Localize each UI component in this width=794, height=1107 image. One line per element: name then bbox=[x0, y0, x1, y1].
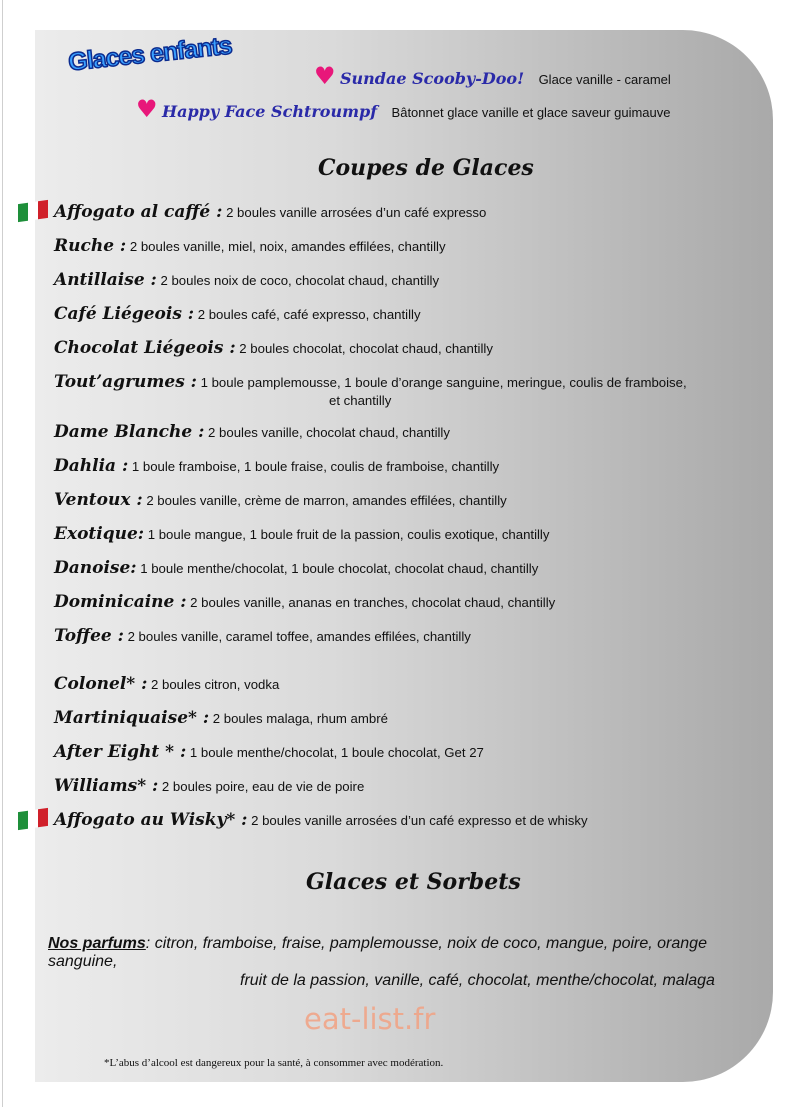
kid-item-scooby bbox=[314, 64, 671, 89]
coupes-title: Coupes de Glaces bbox=[318, 155, 534, 181]
menu-item-dame-blanche: Dame Blanche : 2 boules vanille, chocolat chaud, chantilly bbox=[54, 422, 450, 442]
kid-item-desc: Glace vanille - caramel bbox=[538, 72, 671, 87]
sorbets-title: Glaces et Sorbets bbox=[306, 869, 521, 895]
menu-item-ruche: Ruche : 2 boules vanille, miel, noix, amandes effilées, chantilly bbox=[54, 236, 446, 256]
menu-item-affogato-wisky: Affogato au Wisky* : 2 boules vanille arrosées d’un café expresso et de whisky bbox=[54, 810, 588, 830]
menu-item-chocolat-liegeois: Chocolat Liégeois : 2 boules chocolat, chocolat chaud, chantilly bbox=[54, 338, 493, 358]
menu-item-ventoux: Ventoux : 2 boules vanille, crème de marron, amandes effilées, chantilly bbox=[54, 490, 507, 510]
menu-item-williams: Williams* : 2 boules poire, eau de vie de poire bbox=[54, 776, 365, 796]
kids-title: Glaces enfants bbox=[66, 31, 233, 77]
heart-icon: ♥ bbox=[136, 95, 158, 123]
menu-item-cafe-liegeois: Café Liégeois : 2 boules café, café expresso, chantilly bbox=[54, 304, 421, 324]
parfums-text-line2: fruit de la passion, vanille, café, chocolat, menthe/chocolat, malaga bbox=[240, 972, 715, 989]
menu-item-antillaise: Antillaise : 2 boules noix de coco, chocolat chaud, chantilly bbox=[54, 270, 440, 290]
kid-item-schtroumpf bbox=[136, 97, 671, 122]
menu-item-toffee: Toffee : 2 boules vanille, caramel toffee, amandes effilées, chantilly bbox=[54, 626, 471, 646]
menu-item-tout-agrumes: Tout’agrumes : 1 boule pamplemousse, 1 boule d’orange sanguine, meringue, coulis de framboise, et chantilly bbox=[54, 372, 687, 408]
parfums-label: Nos parfums bbox=[48, 935, 146, 952]
menu-item-affogato-caffe: Affogato al caffé : 2 boules vanille arrosées d’un café expresso bbox=[54, 202, 487, 222]
menu-item-colonel: Colonel* : 2 boules citron, vodka bbox=[54, 674, 280, 694]
page-edge-line bbox=[2, 0, 3, 1107]
kid-item-desc: Bâtonnet glace vanille et glace saveur guimauve bbox=[391, 105, 671, 120]
menu-item-danoise: Danoise: 1 boule menthe/chocolat, 1 boule chocolat, chocolat chaud, chantilly bbox=[54, 558, 539, 578]
menu-item-after-eight: After Eight * : 1 boule menthe/chocolat, 1 boule chocolat, Get 27 bbox=[54, 742, 484, 762]
alcohol-footnote: *L’abus d’alcool est dangereux pour la santé, à consommer avec modération. bbox=[104, 1057, 444, 1069]
watermark: eat-list.fr bbox=[304, 1002, 436, 1036]
menu-item-martiniquaise: Martiniquaise* : 2 boules malaga, rhum ambré bbox=[54, 708, 388, 728]
kid-item-name: Sundae Scooby-Doo! bbox=[339, 69, 525, 88]
menu-panel bbox=[35, 30, 773, 1082]
parfums-block bbox=[48, 935, 768, 990]
menu-item-dominicaine: Dominicaine : 2 boules vanille, ananas en tranches, chocolat chaud, chantilly bbox=[54, 592, 556, 612]
parfums-text-line1: : citron, framboise, fraise, pamplemousse, noix de coco, mangue, poire, orange sanguine, bbox=[48, 935, 707, 970]
menu-item-exotique: Exotique: 1 boule mangue, 1 boule fruit de la passion, coulis exotique, chantilly bbox=[54, 524, 550, 544]
menu-item-dahlia: Dahlia : 1 boule framboise, 1 boule fraise, coulis de framboise, chantilly bbox=[54, 456, 500, 476]
heart-icon: ♥ bbox=[314, 62, 336, 90]
kid-item-name: Happy Face Schtroumpf bbox=[161, 102, 378, 121]
